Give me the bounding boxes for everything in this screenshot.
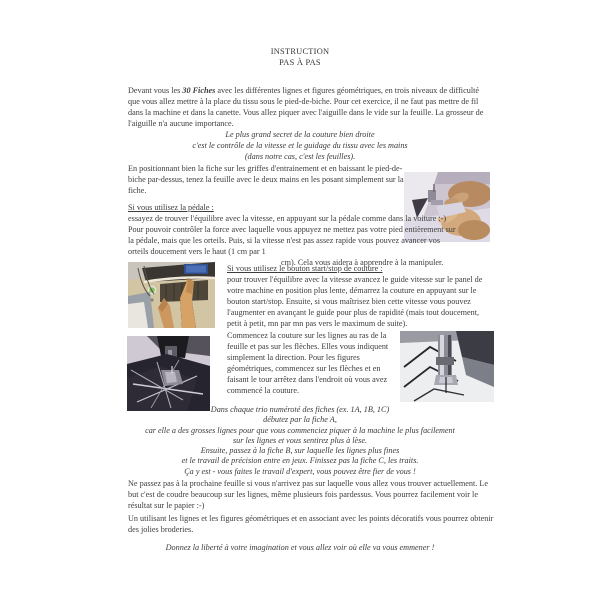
intro-paragraph — [128, 86, 486, 130]
commencez-paragraph: Commencez la couture sur les lignes au ras de la feuille et pas sur les flèches. Elles vous indiquent simplement la direction. Pour les figures géométriques, commencez sur les flèches et en faisant le tour arrêtez dans l'endroit où vous avez commencé la couture. — [227, 331, 389, 395]
trio-line-6: et le travail de précision entre en jeux. Finissez pas la fiche C, les traits. — [181, 456, 419, 466]
trio-line-2: débutez par la fiche A, — [263, 415, 337, 425]
pedale-paragraph: essayez de trouver l'équilibre avec la vitesse, en appuyant sur la pédale comme dans la voiture :-) Pour pouvoir contrôler la force avec laquelle vous appuyez ne mettez pas votre pied entièrement sur la pédale, mais que les orteils. Puis, si la vitesse n'est pas assez rapide vous pouvez avancer vos orteils doucement vers le haut (1 cm par 1 — [128, 214, 456, 256]
title-line-2: PAS À PAS — [279, 58, 321, 68]
intro-text-after: avec les différentes lignes et figures géométriques, en trois niveaux de difficulté que vous allez mettre à la place du tissu sous le pied-de-biche. Pour cet exercice, il ne faut pas mettre de fil dans la machine et dans la canette. Vous allez piquer avec l'aiguille dans le vide sur la feuille. La grosseur de l'aiguille n'a aucune importance. — [128, 86, 484, 128]
pedale-paragraph-last-line: cm). Cela vous aidera à apprendre à la manipuler. — [281, 258, 444, 267]
secret-line-1: Le plus grand secret de la couture bien droite — [225, 130, 375, 139]
trio-instructions-block — [90, 405, 510, 477]
secret-line-3: (dans notre cas, c'est les feuilles). — [244, 151, 356, 161]
intro-text-before: Devant vous les — [128, 86, 183, 95]
broderies-paragraph: Un utilisant les lignes et les figures géométriques et en associant avec les points décoratifs vous pourrez obtenir des jolies broderies. — [128, 514, 494, 534]
secret-quote-block — [90, 130, 510, 162]
photo-presser-foot-dark-fiche — [127, 336, 210, 411]
trio-line-7: Ça y est - vous faites le travail d'expert, vous pouvez être fier de vous ! — [184, 466, 416, 476]
ne-passez-paragraph: Ne passez pas à la prochaine feuille si vous n'arrivez pas sur laquelle vous allez vous trouver actuellement. Le but c'est de coudre beaucoup sur les lignes, même plusieurs fois pardessus. Vous pourrez facilement voir le résultat sur le papier :-) — [128, 479, 488, 510]
page-title — [0, 46, 600, 68]
trio-line-1: Dans chaque trio numéroté des fiches (ex. 1A, 1B, 1C) — [210, 405, 390, 414]
positioning-paragraph: En positionnant bien la fiche sur les griffes d'entrainement et en baissant le pied-de-biche par-dessus, tenez la feuille avec le deux mains en les posant simplement sur la fiche. — [128, 164, 404, 195]
secret-line-2: c'est le contrôle de la vitesse et le guidage du tissu avec les mains — [192, 140, 408, 150]
photo-needle-zigzag-fiche — [400, 331, 494, 402]
startstop-paragraph: pour trouver l'équilibre avec la vitesse avancez le guide vitesse sur le panel de votre machine en position plus lente, démarrez la couture en appuyant sur le bouton start/stop. Ensuite, si vous maîtrisez bien cette vitesse vous pouvez l'augmenter en avançant le guide pour plus de rapidité (mais tout doucement, petit à petit, mn par mn pas vers le maximum de suite). — [227, 275, 483, 328]
trio-line-4: sur les lignes et vous sentirez plus à lèse. — [232, 435, 368, 445]
trio-line-5: Ensuite, passez à la fiche B, sur laquelle les lignes plus fines — [200, 446, 400, 456]
final-quote: Donnez la liberté à votre imagination et vous allez voir où elle va vous emmener ! — [165, 543, 435, 552]
trio-line-3: car elle a des grosses lignes pour que vous commenciez piquer à la machine le plus facilement — [145, 425, 455, 435]
photo-start-stop-button — [128, 262, 215, 328]
intro-30-fiches: 30 Fiches — [182, 86, 216, 95]
pedale-heading: Si vous utilisez la pédale : — [128, 203, 214, 212]
title-line-1: INSTRUCTION — [270, 47, 330, 56]
startstop-heading: Si vous utilisez le bouton start/stop de couture : — [227, 264, 383, 273]
